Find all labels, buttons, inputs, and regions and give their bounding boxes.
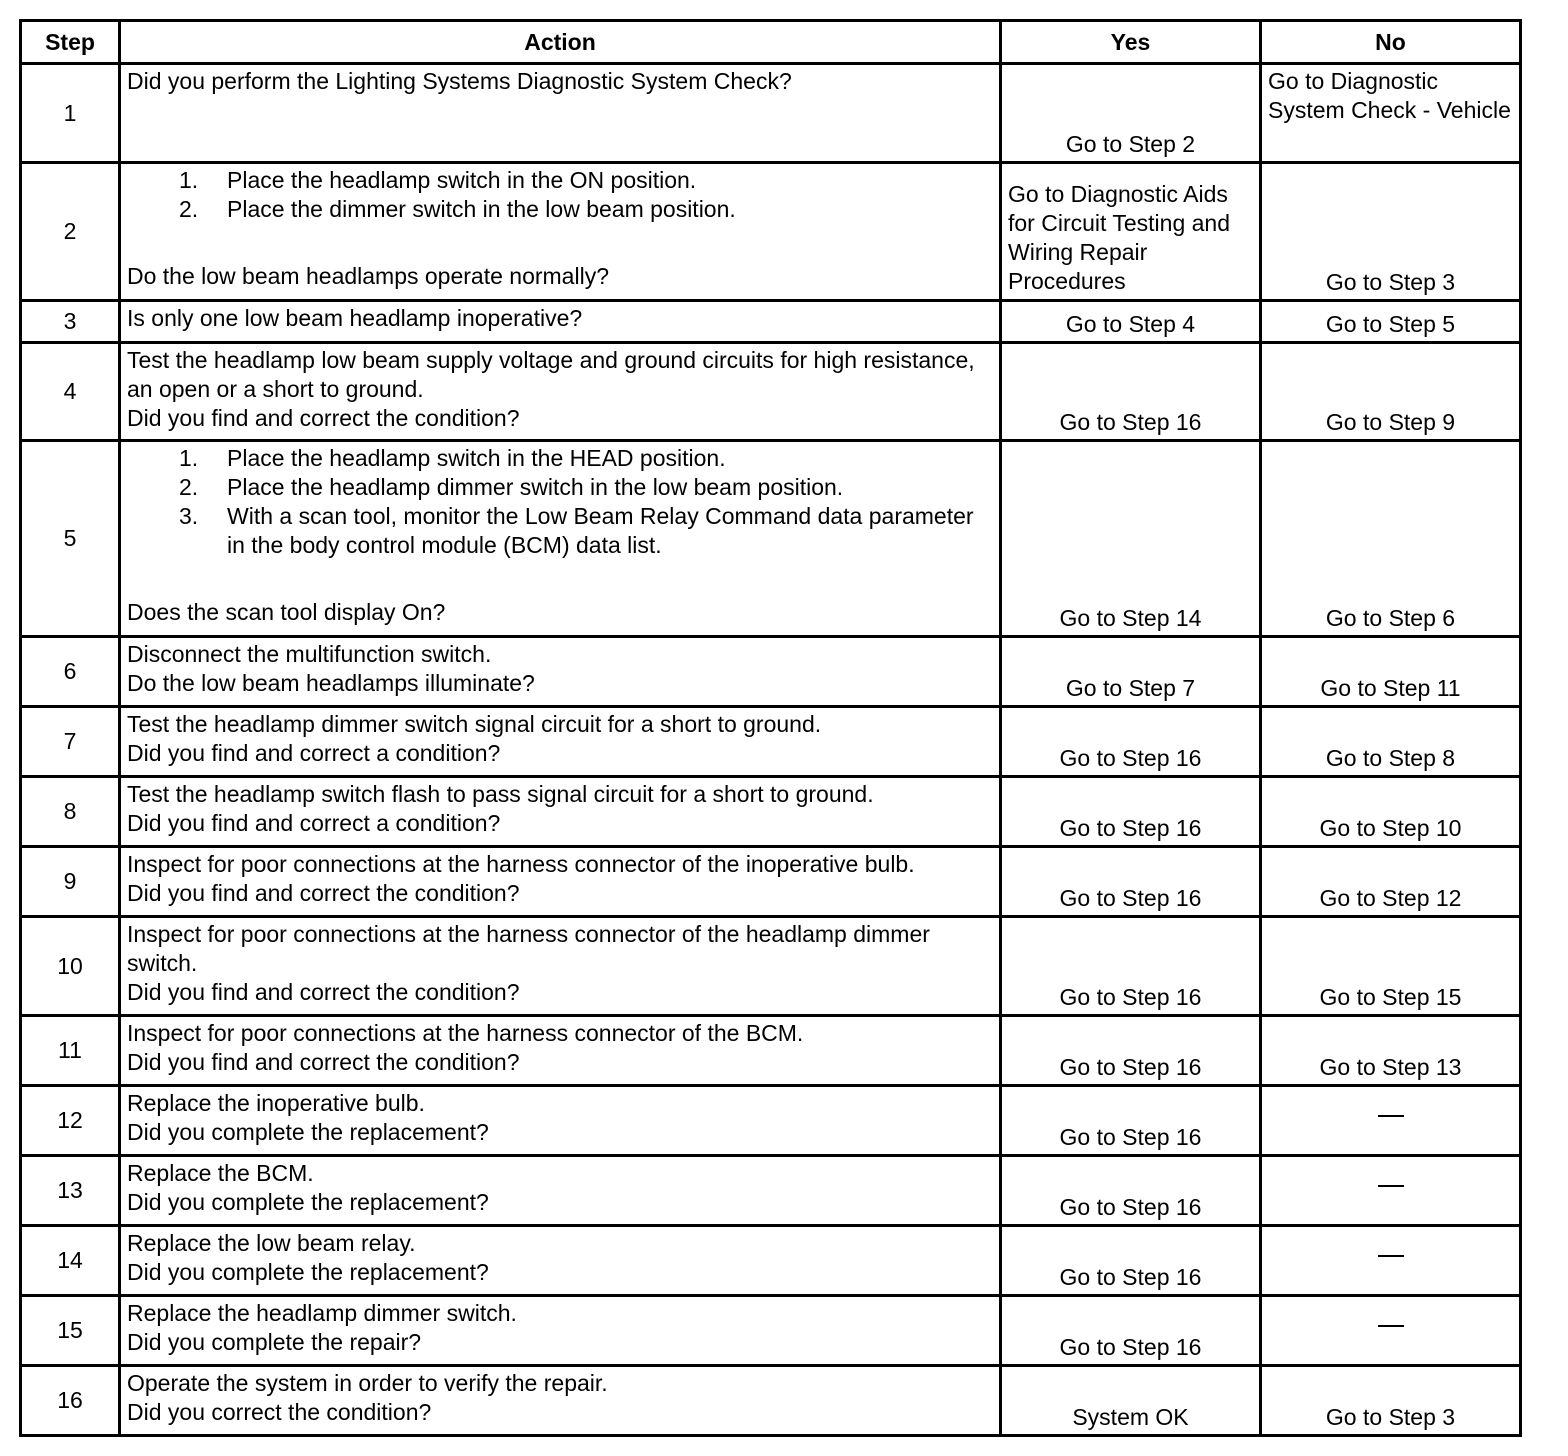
action-question: Did you find and correct the condition? <box>127 405 520 431</box>
substep-number: 2. <box>179 196 199 222</box>
step-number: 12 <box>21 1086 120 1156</box>
action-question: Did you find and correct the condition? <box>127 1049 520 1075</box>
action-cell <box>120 1296 1001 1366</box>
action-text: Inspect for poor connections at the harness connector of the inoperative bulb. <box>127 851 915 877</box>
yes-cell: Go to Step 16 <box>1001 777 1261 847</box>
table-row <box>21 343 1521 441</box>
action-text: Disconnect the multifunction switch. <box>127 641 492 667</box>
action-text: Is only one low beam headlamp inoperative? <box>127 305 583 331</box>
yes-cell: System OK <box>1001 1366 1261 1436</box>
action-text: Replace the headlamp dimmer switch. <box>127 1300 517 1326</box>
substep-number: 1. <box>179 167 199 193</box>
step-number: 11 <box>21 1016 120 1086</box>
action-question: Did you complete the replacement? <box>127 1189 489 1215</box>
table-row <box>21 441 1521 637</box>
no-cell: Go to Step 10 <box>1261 777 1521 847</box>
action-cell <box>120 777 1001 847</box>
table-row <box>21 301 1521 343</box>
action-cell <box>120 1086 1001 1156</box>
action-cell <box>120 637 1001 707</box>
table-row <box>21 163 1521 301</box>
substep-number: 3. <box>179 503 199 529</box>
action-question: Do the low beam headlamps operate normally? <box>127 263 609 289</box>
action-question: Did you complete the repair? <box>127 1329 422 1355</box>
action-cell <box>120 64 1001 163</box>
step-number: 15 <box>21 1296 120 1366</box>
action-question: Did you find and correct a condition? <box>127 810 501 836</box>
step-number: 16 <box>21 1366 120 1436</box>
yes-cell: Go to Step 16 <box>1001 847 1261 917</box>
no-cell: Go to Diagnostic System Check - Vehicle <box>1261 64 1521 163</box>
action-text: Replace the inoperative bulb. <box>127 1090 425 1116</box>
substep-text: Place the dimmer switch in the low beam position. <box>227 196 736 222</box>
yes-cell: Go to Step 4 <box>1001 301 1261 343</box>
action-text: Did you perform the Lighting Systems Diagnostic System Check? <box>127 68 792 94</box>
yes-cell: Go to Step 7 <box>1001 637 1261 707</box>
yes-cell: Go to Step 16 <box>1001 1156 1261 1226</box>
action-cell <box>120 707 1001 777</box>
no-cell <box>1261 1296 1521 1366</box>
header-yes: Yes <box>1001 21 1261 64</box>
action-text: Test the headlamp switch flash to pass signal circuit for a short to ground. <box>127 781 874 807</box>
action-cell <box>120 1016 1001 1086</box>
action-question: Did you complete the replacement? <box>127 1119 489 1145</box>
table-row <box>21 777 1521 847</box>
yes-cell: Go to Step 16 <box>1001 1016 1261 1086</box>
action-cell <box>120 301 1001 343</box>
header-action: Action <box>120 21 1001 64</box>
action-cell <box>120 441 1001 637</box>
yes-cell: Go to Diagnostic Aids for Circuit Testing and Wiring Repair Procedures <box>1001 163 1261 301</box>
substep-text: Place the headlamp switch in the ON position. <box>227 167 697 193</box>
table-row <box>21 917 1521 1016</box>
diagnostic-table <box>19 19 1522 1437</box>
step-number: 9 <box>21 847 120 917</box>
action-question: Do the low beam headlamps illuminate? <box>127 670 535 696</box>
substep-text: Place the headlamp switch in the HEAD position. <box>227 445 726 471</box>
step-number: 7 <box>21 707 120 777</box>
no-cell: Go to Step 11 <box>1261 637 1521 707</box>
action-question: Did you correct the condition? <box>127 1399 432 1425</box>
no-cell: Go to Step 6 <box>1261 441 1521 637</box>
no-cell: Go to Step 3 <box>1261 1366 1521 1436</box>
yes-cell: Go to Step 2 <box>1001 64 1261 163</box>
action-question: Did you find and correct a condition? <box>127 740 501 766</box>
step-number: 10 <box>21 917 120 1016</box>
action-cell <box>120 1156 1001 1226</box>
no-cell: Go to Step 3 <box>1261 163 1521 301</box>
table-row <box>21 1366 1521 1436</box>
yes-cell: Go to Step 16 <box>1001 707 1261 777</box>
substep <box>127 195 993 224</box>
no-cell: Go to Step 8 <box>1261 707 1521 777</box>
substep-list <box>127 166 993 224</box>
action-question: Does the scan tool display On? <box>127 599 446 625</box>
action-cell <box>120 847 1001 917</box>
not-applicable-dash <box>1378 1115 1404 1117</box>
no-cell <box>1261 1226 1521 1296</box>
no-cell: Go to Step 5 <box>1261 301 1521 343</box>
substep-list <box>127 444 993 560</box>
yes-cell: Go to Step 16 <box>1001 917 1261 1016</box>
step-number: 1 <box>21 64 120 163</box>
no-cell <box>1261 1156 1521 1226</box>
header-no: No <box>1261 21 1521 64</box>
table-row <box>21 1086 1521 1156</box>
action-cell <box>120 1366 1001 1436</box>
header-row <box>21 21 1521 64</box>
action-question: Did you complete the replacement? <box>127 1259 489 1285</box>
step-number: 5 <box>21 441 120 637</box>
yes-cell: Go to Step 16 <box>1001 1086 1261 1156</box>
table-row <box>21 847 1521 917</box>
substep <box>127 473 993 502</box>
no-cell: Go to Step 9 <box>1261 343 1521 441</box>
substep <box>127 502 993 560</box>
yes-cell: Go to Step 16 <box>1001 1226 1261 1296</box>
action-text: Test the headlamp dimmer switch signal circuit for a short to ground. <box>127 711 822 737</box>
action-text: Replace the low beam relay. <box>127 1230 416 1256</box>
action-text: Test the headlamp low beam supply voltage and ground circuits for high resistance, an open or a short to ground. <box>127 347 975 402</box>
not-applicable-dash <box>1378 1325 1404 1327</box>
table-row <box>21 637 1521 707</box>
action-question: Did you find and correct the condition? <box>127 979 520 1005</box>
action-text: Inspect for poor connections at the harness connector of the headlamp dimmer switch. <box>127 921 930 976</box>
not-applicable-dash <box>1378 1185 1404 1187</box>
step-number: 6 <box>21 637 120 707</box>
action-cell <box>120 917 1001 1016</box>
yes-cell: Go to Step 16 <box>1001 1296 1261 1366</box>
table-row <box>21 1156 1521 1226</box>
table-row <box>21 64 1521 163</box>
action-text: Inspect for poor connections at the harness connector of the BCM. <box>127 1020 804 1046</box>
no-cell: Go to Step 13 <box>1261 1016 1521 1086</box>
substep-number: 1. <box>179 445 199 471</box>
step-number: 3 <box>21 301 120 343</box>
step-number: 14 <box>21 1226 120 1296</box>
action-text: Operate the system in order to verify the repair. <box>127 1370 608 1396</box>
substep <box>127 444 993 473</box>
action-question: Did you find and correct the condition? <box>127 880 520 906</box>
not-applicable-dash <box>1378 1255 1404 1257</box>
substep-text: Place the headlamp dimmer switch in the low beam position. <box>227 474 844 500</box>
action-cell <box>120 1226 1001 1296</box>
no-cell: Go to Step 15 <box>1261 917 1521 1016</box>
substep <box>127 166 993 195</box>
step-number: 8 <box>21 777 120 847</box>
step-number: 2 <box>21 163 120 301</box>
table-row <box>21 1016 1521 1086</box>
action-cell <box>120 163 1001 301</box>
no-cell: Go to Step 12 <box>1261 847 1521 917</box>
table-row <box>21 707 1521 777</box>
step-number: 4 <box>21 343 120 441</box>
yes-cell: Go to Step 14 <box>1001 441 1261 637</box>
yes-cell: Go to Step 16 <box>1001 343 1261 441</box>
table-row <box>21 1296 1521 1366</box>
table-row <box>21 1226 1521 1296</box>
header-step: Step <box>21 21 120 64</box>
substep-text: With a scan tool, monitor the Low Beam Relay Command data parameter in the body control module (BCM) data list. <box>227 503 974 558</box>
action-cell <box>120 343 1001 441</box>
substep-number: 2. <box>179 474 199 500</box>
no-cell <box>1261 1086 1521 1156</box>
step-number: 13 <box>21 1156 120 1226</box>
action-text: Replace the BCM. <box>127 1160 314 1186</box>
